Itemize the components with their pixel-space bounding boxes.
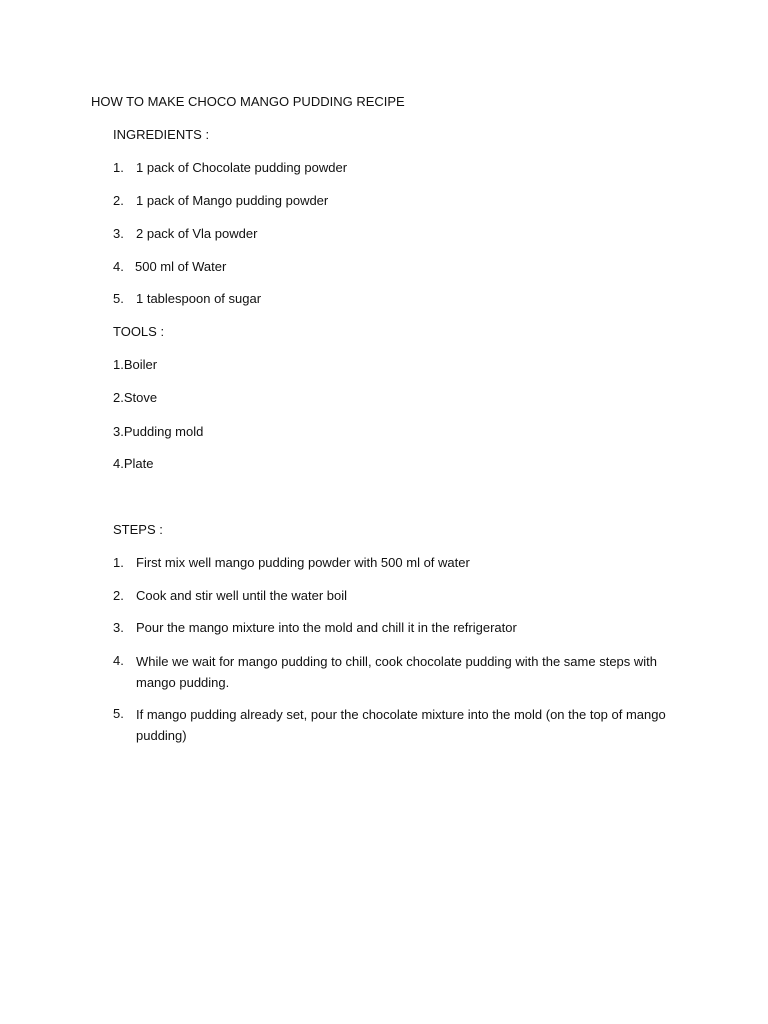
step-number: 2. bbox=[113, 588, 124, 603]
step-text: If mango pudding already set, pour the chocolate mixture into the mold (on the top of mango pudding) bbox=[136, 707, 666, 743]
ingredient-number: 4. bbox=[113, 259, 124, 274]
step-text: Pour the mango mixture into the mold and chill it in the refrigerator bbox=[136, 620, 517, 635]
step-number: 5. bbox=[113, 706, 124, 721]
step-number: 4. bbox=[113, 653, 124, 668]
ingredient-text: 1 pack of Mango pudding powder bbox=[136, 193, 329, 208]
steps-heading: STEPS : bbox=[113, 522, 163, 537]
ingredients-heading: INGREDIENTS : bbox=[113, 127, 210, 142]
ingredient-text: 500 ml of Water bbox=[135, 259, 227, 274]
step-number: 1. bbox=[113, 555, 124, 570]
tool-item: 2.Stove bbox=[113, 390, 158, 405]
ingredient-text: 1 pack of Chocolate pudding powder bbox=[136, 160, 348, 175]
tools-heading: TOOLS : bbox=[113, 324, 165, 339]
step-text: Cook and stir well until the water boil bbox=[136, 588, 347, 603]
tool-item: 3.Pudding mold bbox=[113, 424, 204, 439]
tool-item: 1.Boiler bbox=[113, 357, 158, 372]
ingredient-text: 2 pack of Vla powder bbox=[136, 226, 258, 241]
step-number: 3. bbox=[113, 620, 124, 635]
ingredient-number: 3. bbox=[113, 226, 124, 241]
ingredient-number: 1. bbox=[113, 160, 124, 175]
ingredient-number: 2. bbox=[113, 193, 124, 208]
ingredient-text: 1 tablespoon of sugar bbox=[136, 291, 262, 306]
step-text: First mix well mango pudding powder with 500 ml of water bbox=[136, 555, 470, 570]
ingredient-number: 5. bbox=[113, 291, 124, 306]
step-text: While we wait for mango pudding to chill, cook chocolate pudding with the same steps with mango pudding. bbox=[136, 654, 658, 690]
recipe-title: HOW TO MAKE CHOCO MANGO PUDDING RECIPE bbox=[91, 94, 405, 109]
tool-item: 4.Plate bbox=[113, 456, 154, 471]
